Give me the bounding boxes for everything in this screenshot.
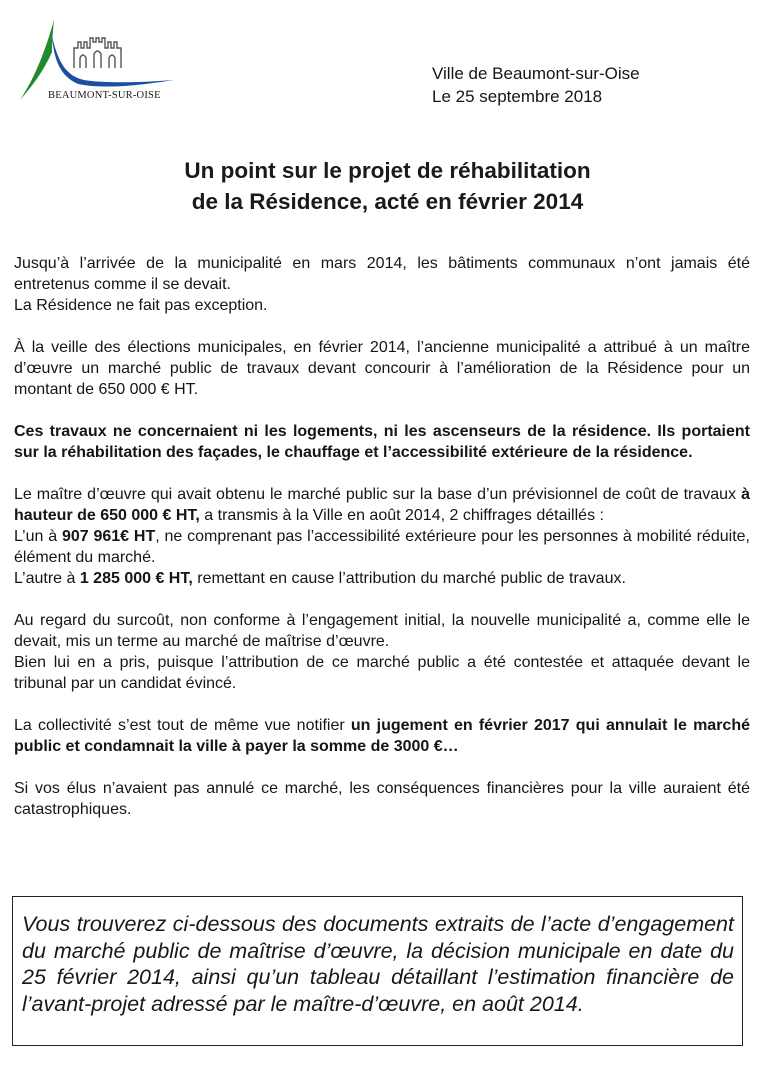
- city-name: Ville de Beaumont-sur-Oise: [432, 64, 640, 83]
- logo-text: BEAUMONT-SUR-OISE: [48, 90, 161, 101]
- page-title: [0, 155, 775, 217]
- letter-date: Le 25 septembre 2018: [432, 87, 603, 106]
- paragraph-4-text-a: Le maître d’œuvre qui avait obtenu le marché public sur la base d’un prévisionnel de coût de travaux: [14, 486, 742, 503]
- paragraph-6: [14, 715, 750, 757]
- paragraph-5-line-1: Au regard du surcoût, non conforme à l’engagement initial, la nouvelle municipalité a, comme elle le devait, mis un terme au marché de maîtrise d’œuvre.: [14, 612, 750, 650]
- paragraph-4-text-c: L’un à: [14, 528, 62, 545]
- paragraph-7: Si vos élus n’avaient pas annulé ce marché, les conséquences financières pour la ville auraient été catastrophiques.: [14, 780, 750, 818]
- paragraph-3-bold: Ces travaux ne concernaient ni les logements, ni les ascenseurs de la résidence. Ils portaient sur la réhabilitation des façades, le chauffage et l’accessibilité extérieure de la résidence.: [14, 423, 750, 461]
- paragraph-4-text-d: , ne comprenant pas l’accessibilité extérieure pour les personnes à mobilité réduite, élément du marché.: [14, 528, 750, 566]
- paragraph-1: [14, 253, 750, 316]
- paragraph-4-text-e: L’autre à: [14, 570, 80, 587]
- body-text: [14, 253, 750, 841]
- paragraph-3: [14, 421, 750, 463]
- paragraph-2: À la veille des élections municipales, en février 2014, l’ancienne municipalité a attribué à un maître d’œuvre un marché public de travaux devant concourir à l’amélioration de la Résidence pour un montant de 650 000 € HT.: [14, 339, 750, 398]
- amount-650000: à hauteur de 650 000 € HT,: [14, 486, 750, 524]
- paragraph-5: [14, 610, 750, 694]
- paragraph-1-line-2: La Résidence ne fait pas exception.: [14, 297, 268, 314]
- header-location-date: [432, 62, 640, 108]
- paragraph-1-line-1: Jusqu’à l’arrivée de la municipalité en mars 2014, les bâtiments communaux n’ont jamais été entretenus comme il se devait.: [14, 255, 750, 293]
- beaumont-logo: [18, 18, 178, 110]
- paragraph-5-line-2: Bien lui en a pris, puisque l’attribution de ce marché public a été contestée et attaquée devant le tribunal par un candidat évincé.: [14, 654, 750, 692]
- amount-1285000: 1 285 000 € HT,: [79, 570, 193, 587]
- title-line-2: de la Résidence, acté en février 2014: [191, 189, 584, 214]
- paragraph-4: [14, 484, 750, 589]
- paragraph-6-text: La collectivité s’est tout de même vue notifier: [14, 717, 351, 734]
- title-line-1: Un point sur le projet de réhabilitation: [184, 158, 591, 183]
- judgment-statement: un jugement en février 2017 qui annulait le marché public et condamnait la ville à payer la somme de 3000 €…: [14, 717, 750, 755]
- paragraph-4-text-f: remettant en cause l’attribution du marché public de travaux.: [192, 570, 626, 587]
- documents-callout-box: Vous trouverez ci-dessous des documents extraits de l’acte d’engagement du marché public de maîtrise d’œuvre, la décision municipale en date du 25 février 2014, ainsi qu’un tableau détaillant l’estimation financière de l’avant-projet adressé par le maître-d’œuvre, en août 2014.: [12, 896, 743, 1046]
- amount-907961: 907 961€ HT: [61, 528, 156, 545]
- paragraph-4-text-b: a transmis à la Ville en août 2014, 2 chiffrages détaillés :: [199, 507, 604, 524]
